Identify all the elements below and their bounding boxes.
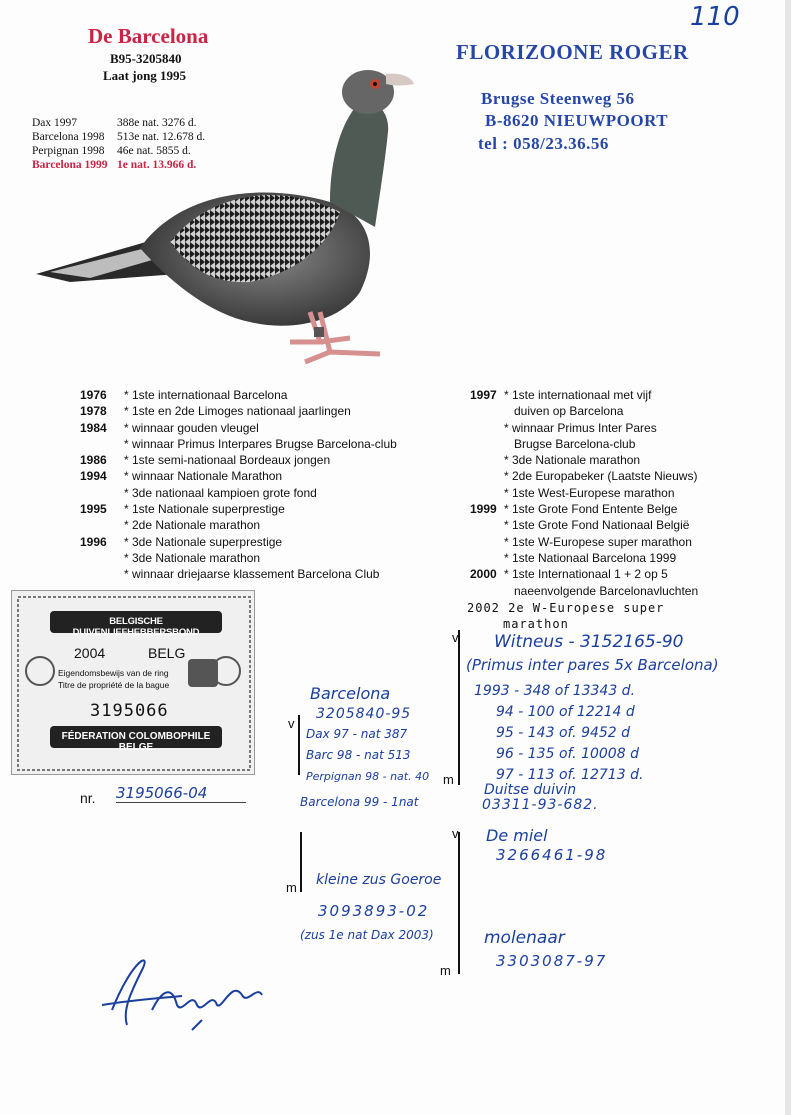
owner-phone: tel : 058/23.36.56	[478, 134, 609, 153]
pedigree-bracket-main	[298, 715, 300, 775]
palmares-row: 1978 * 1ste en 2de Limoges nationaal jaarlingen	[80, 404, 351, 419]
pigeon-photo	[30, 42, 420, 372]
owner-name: FLORIZOONE ROGER	[456, 40, 689, 64]
palmares-row: 1997 * 1ste internationaal met vijf	[470, 388, 652, 402]
sex-label-m: m	[443, 772, 454, 787]
ring-ownership-card	[11, 590, 255, 775]
paternal-grandmother-ring: 03311-93-682.	[482, 797, 599, 813]
palmares-row: 2000 * 1ste Internationaal 1 + 2 op 5	[470, 567, 668, 582]
bird-age: Laat jong 1995	[103, 68, 187, 83]
maternal-grandmother-ring: 3303087-97	[496, 952, 608, 970]
sex-label-v: v	[452, 630, 459, 645]
maternal-grandfather-ring: 3266461-98	[496, 846, 608, 864]
palmares-row: * 1ste West-Europese marathon	[504, 485, 675, 500]
ring-card-number: 3195066	[90, 701, 169, 721]
subject-name: Barcelona	[310, 684, 391, 703]
palmares-row: 1986 * 1ste semi-nationaal Bordeaux jongen	[80, 453, 331, 468]
father-name: Witneus - 3152165-90	[494, 632, 684, 652]
paternal-grandmother-name: Duitse duivin	[484, 782, 577, 798]
father-result: 96 - 135 of. 10008 d	[496, 746, 639, 762]
palmares-row: * winnaar driejaarse klassement Barcelona Club	[124, 567, 380, 582]
palmares-row: * winnaar Primus Inter Pares	[504, 420, 657, 435]
maternal-grandmother-name: molenaar	[484, 928, 565, 948]
palmares-right	[470, 387, 698, 599]
father-result: 1993 - 348 of 13343 d.	[474, 683, 636, 699]
page-number: 110	[690, 2, 740, 32]
palmares-row: * 2de Europabeker (Laatste Nieuws)	[504, 469, 698, 484]
ring-card-owner-fr: Titre de propriété de la bague	[58, 680, 170, 690]
result-row: Perpignan 1998 46e nat. 5855 d.	[32, 145, 191, 157]
father-note: (Primus inter pares 5x Barcelona)	[466, 656, 719, 674]
palmares-row: naeenvolgende Barcelonavluchten	[504, 583, 699, 598]
mother-note: (zus 1e nat Dax 2003)	[300, 928, 434, 942]
palmares-row: duiven op Barcelona	[504, 404, 624, 419]
palmares-row: 1994 * winnaar Nationale Marathon	[80, 469, 283, 484]
bird-ring-number: B95-3205840	[110, 51, 182, 66]
ring-card-country: BELG	[148, 645, 186, 661]
ring-card-year: 2004	[74, 645, 106, 661]
palmares-row: * 3de Nationale marathon	[124, 550, 261, 565]
owner-city: B-8620 NIEUWPOORT	[485, 111, 669, 130]
palmares-row: * 3de Nationale marathon	[504, 453, 641, 468]
palmares-row: 1999 * 1ste Grote Fond Entente Belge	[470, 502, 678, 517]
palmares-row: 1984 * winnaar gouden vleugel	[80, 420, 259, 435]
sex-label-v: v	[288, 716, 295, 731]
owner-street: Brugse Steenweg 56	[481, 89, 635, 108]
pedigree-bracket-father	[458, 630, 460, 785]
palmares-row: * winnaar Primus Interpares Brugse Barcelona-club	[124, 436, 397, 451]
pedigree-bracket-mgrand	[458, 832, 460, 974]
palmares-row: Brugse Barcelona-club	[504, 436, 636, 451]
sex-label-v: v	[452, 826, 459, 841]
result-row-highlight: Barcelona 1999 1e nat. 13.966 d.	[32, 159, 197, 171]
ring-card-top: BELGISCHE DUIVENLIEFHEBBERSBOND	[72, 616, 200, 638]
bird-results	[32, 116, 205, 172]
mother-name: kleine zus Goeroe	[316, 872, 442, 888]
palmares-left	[80, 387, 397, 583]
palmares-row: 1996 * 3de Nationale superprestige	[80, 534, 283, 549]
pedigree-bracket-mother	[300, 832, 302, 892]
maternal-grandfather-name: De miel	[486, 826, 548, 845]
palmares-row: * 3de nationaal kampioen grote fond	[124, 485, 317, 500]
ring-card-bottom: FÉDERATION COLOMBOPHILE BELGE	[61, 731, 211, 753]
palmares-row: 1995 * 1ste Nationale superprestige	[80, 502, 285, 517]
result-row: Dax 1997 388e nat. 3276 d.	[32, 117, 197, 129]
father-result: 97 - 113 of. 12713 d.	[496, 767, 644, 783]
subject-ring: 3205840-95	[316, 706, 412, 722]
owner-signature	[92, 950, 272, 1040]
subject-result: Perpignan 98 - nat. 40	[306, 770, 430, 783]
nr-label: nr.	[80, 790, 96, 806]
sex-label-m: m	[440, 963, 451, 978]
palmares-2002-line1: 2002 2e W-Europese super	[467, 601, 665, 615]
palmares-row: * 1ste W-Europese super marathon	[504, 534, 692, 549]
mother-ring: 3093893-02	[318, 902, 430, 920]
palmares-row: * 1ste Nationaal Barcelona 1999	[504, 550, 677, 565]
father-result: 95 - 143 of. 9452 d	[496, 725, 631, 741]
sex-label-m: m	[286, 880, 297, 895]
palmares-row: 1976 * 1ste internationaal Barcelona	[80, 388, 288, 402]
subject-result: Barc 98 - nat 513	[306, 748, 411, 762]
bird-name: De Barcelona	[88, 24, 209, 48]
result-row: Barcelona 1998 513e nat. 12.678 d.	[32, 131, 206, 143]
ring-card-owner-nl: Eigendomsbewijs van de ring	[58, 668, 169, 678]
palmares-row: * 2de Nationale marathon	[124, 518, 261, 533]
palmares-2002-line2: marathon	[503, 617, 569, 631]
nr-value: 3195066-04	[116, 784, 246, 803]
subject-result: Dax 97 - nat 387	[306, 727, 408, 741]
palmares-row: * 1ste Grote Fond Nationaal België	[504, 518, 690, 533]
father-result: 94 - 100 of 12214 d	[496, 704, 635, 720]
subject-result: Barcelona 99 - 1nat	[300, 795, 419, 809]
